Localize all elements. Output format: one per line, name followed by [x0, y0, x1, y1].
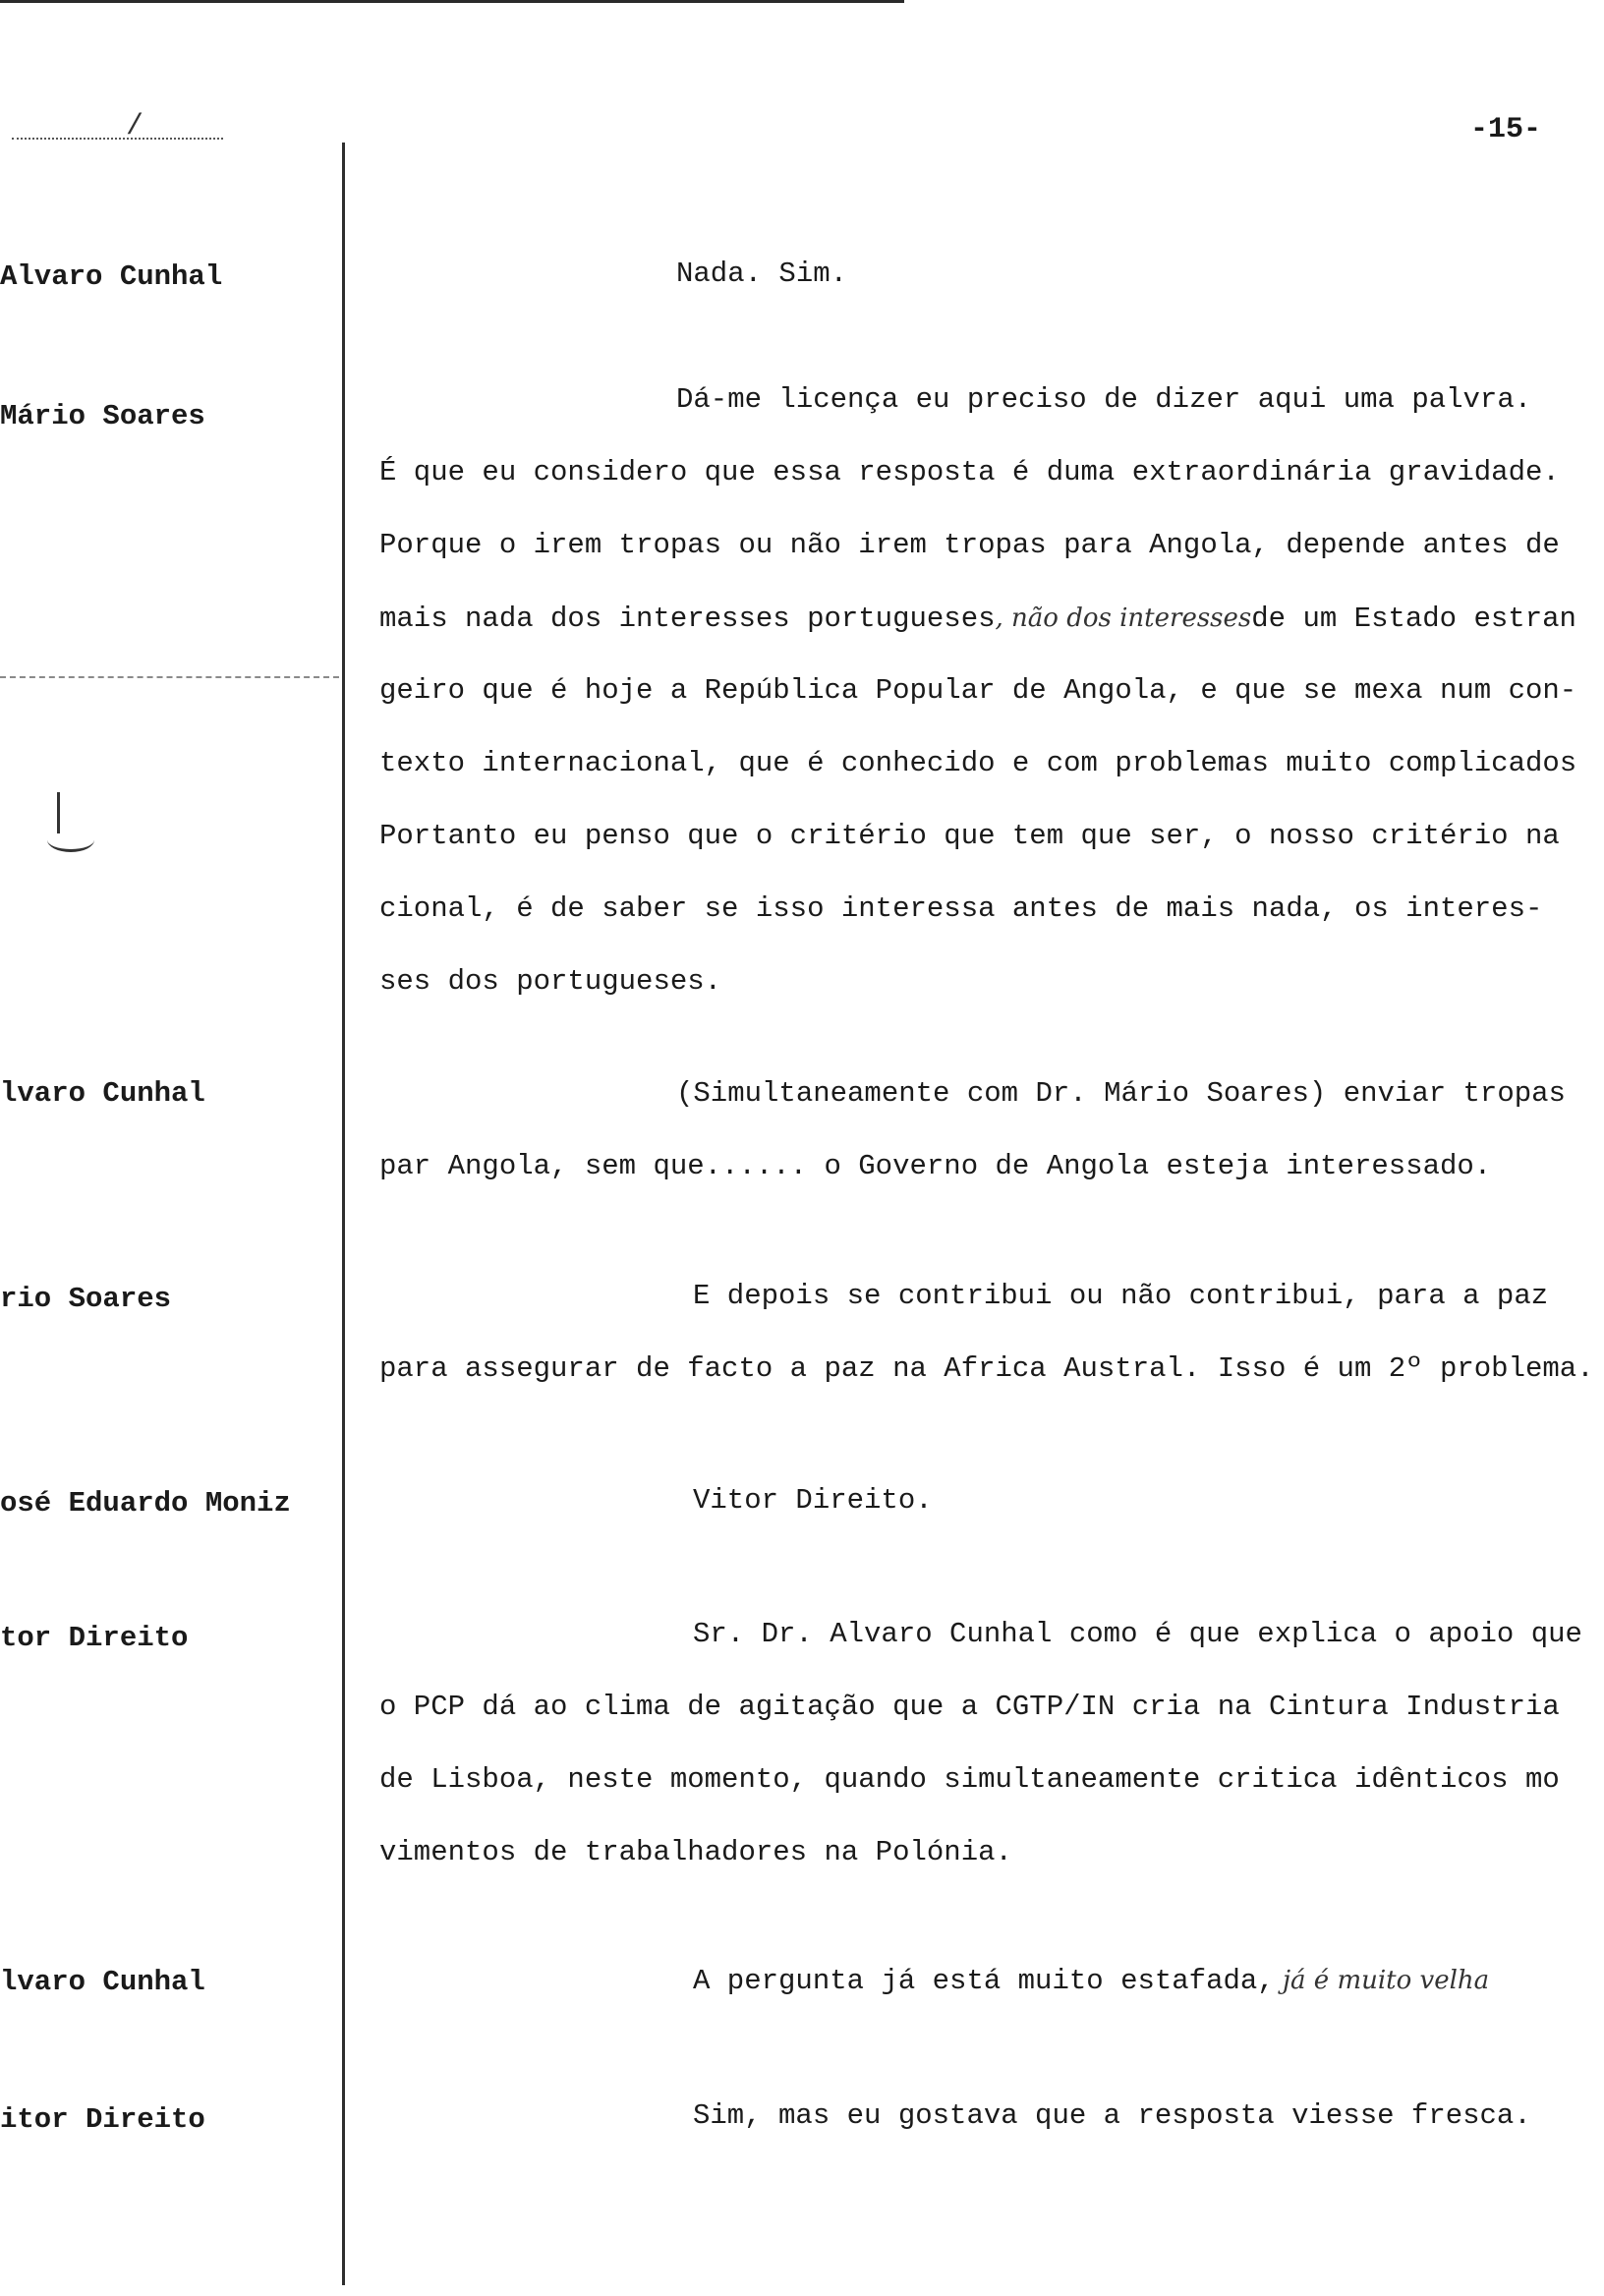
handwritten-annotation: , não dos interesses [995, 603, 1252, 633]
text-line: Sr. Dr. Alvaro Cunhal como é que explica o apoio que [693, 1618, 1582, 1650]
speaker-name: Mário Soares [0, 400, 205, 432]
speaker-name: tor Direito [0, 1622, 189, 1654]
text-line: de Lisboa, neste momento, quando simultaneamente critica idênticos mo [379, 1763, 1560, 1796]
text-line: para assegurar de facto a paz na Africa Austral. Isso é um 2º problema. [379, 1352, 1594, 1385]
text-line: É que eu considero que essa resposta é duma extraordinária gravidade. [379, 456, 1560, 488]
handwritten-annotation: já é muito velha [1274, 1966, 1490, 1995]
text-line: Porque o irem tropas ou não irem tropas para Angola, depende antes de [379, 529, 1560, 561]
speaker-name: Alvaro Cunhal [0, 260, 223, 293]
text-line: ses dos portugueses. [379, 965, 722, 998]
text-line: vimentos de trabalhadores na Polónia. [379, 1836, 1012, 1868]
text-line: par Angola, sem que...... o Governo de Angola esteja interessado. [379, 1150, 1492, 1182]
text-line [379, 582, 1576, 656]
text-segment: A pergunta já está muito estafada, [693, 1965, 1275, 1997]
speaker-name: lvaro Cunhal [0, 1966, 205, 1998]
speaker-name: osé Eduardo Moniz [0, 1487, 291, 1520]
speaker-name: itor Direito [0, 2103, 205, 2136]
text-line [693, 1944, 1489, 2018]
text-line: Vitor Direito. [693, 1484, 933, 1517]
slash-mark: / [126, 110, 144, 144]
text-line: cional, é de saber se isso interessa antes de mais nada, os interes- [379, 892, 1543, 925]
text-line: Portanto eu penso que o critério que tem que ser, o nosso critério na [379, 820, 1560, 852]
top-rule [0, 0, 904, 3]
text-line: o PCP dá ao clima de agitação que a CGTP/IN cria na Cintura Industria [379, 1691, 1560, 1723]
speaker-name: rio Soares [0, 1283, 172, 1315]
text-line: Dá-me licença eu preciso de dizer aqui uma palvra. [676, 383, 1532, 416]
text-line: Nada. Sim. [676, 258, 848, 290]
text-line: geiro que é hoje a República Popular de Angola, e que se mexa num con- [379, 674, 1577, 707]
text-line: texto internacional, que é conhecido e com problemas muito complicados [379, 747, 1577, 779]
speaker-name: lvaro Cunhal [0, 1077, 205, 1110]
text-line: Sim, mas eu gostava que a resposta viesse fresca. [693, 2099, 1531, 2132]
text-segment: mais nada dos interesses portugueses [379, 603, 996, 635]
margin-rule [342, 143, 345, 2285]
text-line: E depois se contribui ou não contribui, para a paz [693, 1280, 1549, 1312]
page-number: -15- [1470, 113, 1542, 146]
dotted-line [12, 138, 223, 140]
dashed-rule [0, 676, 339, 678]
text-line: (Simultaneamente com Dr. Mário Soares) enviar tropas [676, 1077, 1566, 1110]
text-segment: de um Estado estran [1251, 603, 1576, 635]
handwritten-curve [47, 828, 94, 852]
